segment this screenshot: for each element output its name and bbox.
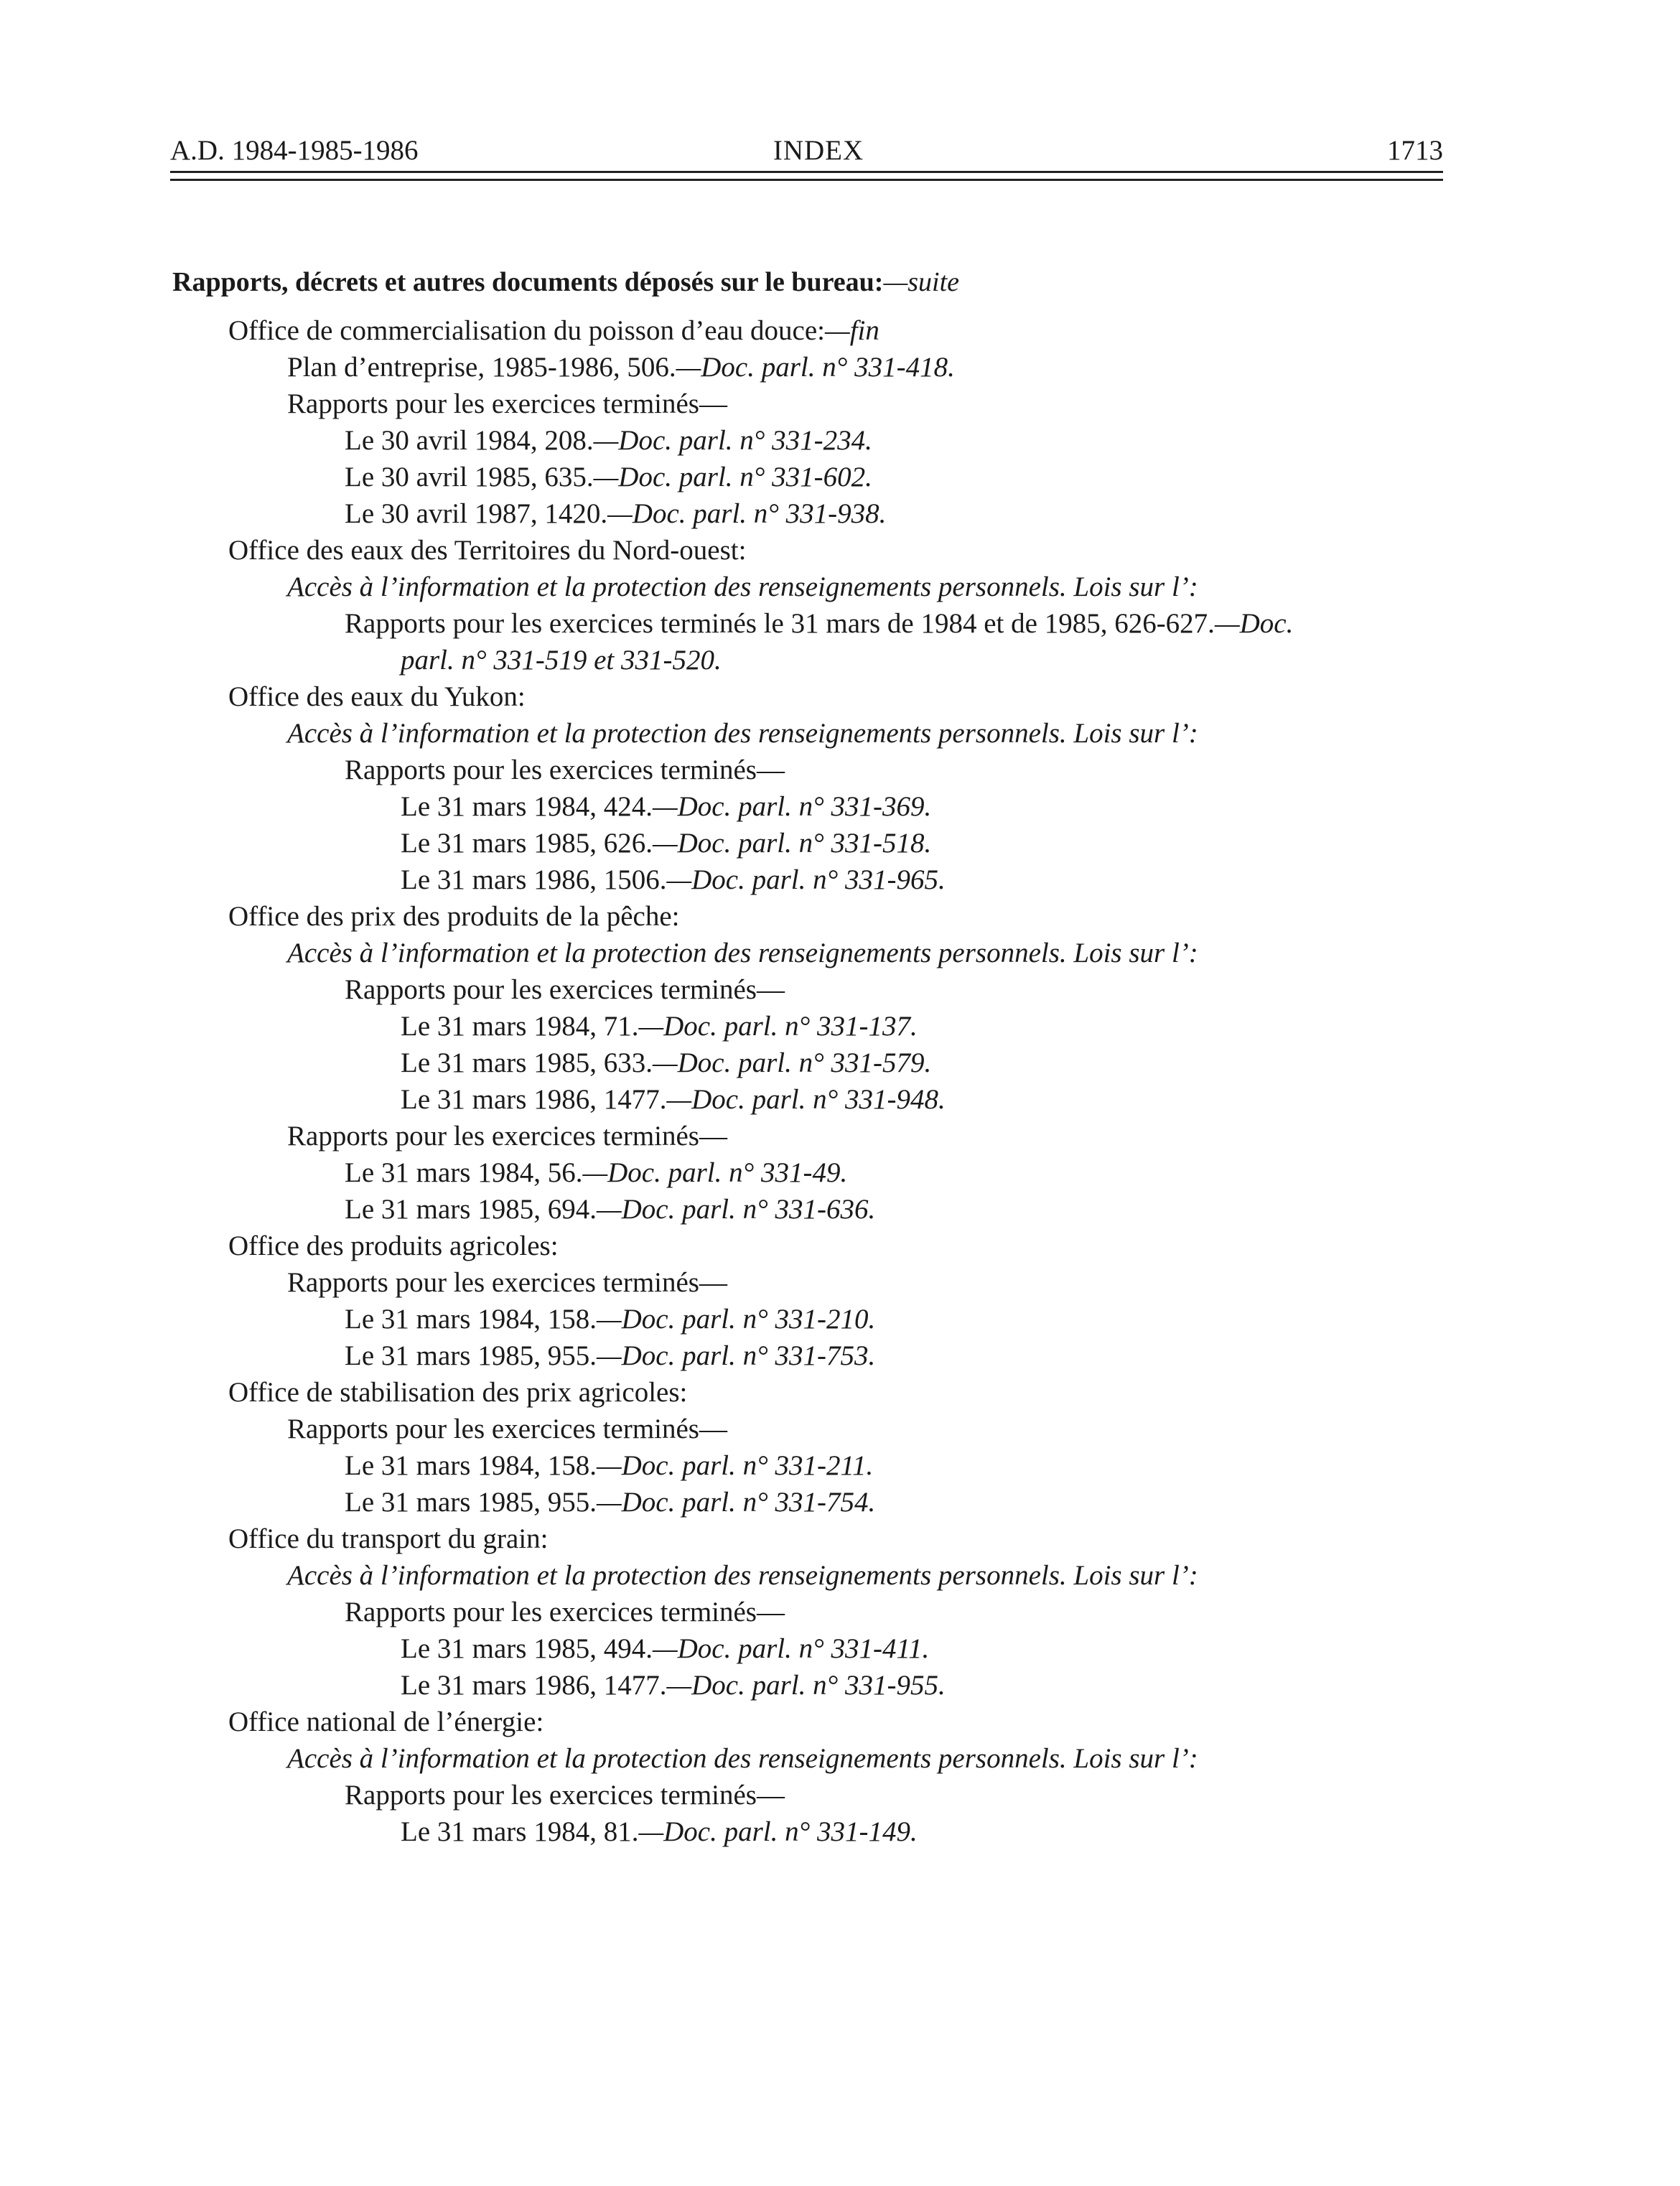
index-entry: Le 31 mars 1985, 494.—Doc. parl. n° 331-411.	[401, 1633, 930, 1664]
index-entry: Le 31 mars 1986, 1506.—Doc. parl. n° 331-965.	[401, 864, 946, 895]
index-entry: Le 31 mars 1985, 626.—Doc. parl. n° 331-518.	[401, 828, 932, 859]
index-entry: Le 30 avril 1985, 635.—Doc. parl. n° 331-602.	[345, 462, 872, 492]
index-entry: parl. n° 331-519 et 331-520.	[401, 645, 722, 676]
header-rule-top	[170, 171, 1443, 173]
index-entry: Le 31 mars 1984, 71.—Doc. parl. n° 331-137.	[401, 1011, 918, 1042]
index-entry: Rapports pour les exercices terminés—	[345, 1597, 785, 1627]
index-entry: Le 31 mars 1986, 1477.—Doc. parl. n° 331-955.	[401, 1670, 946, 1701]
index-entry: Le 31 mars 1985, 633.—Doc. parl. n° 331-579.	[401, 1047, 932, 1078]
page-number: 1713	[1387, 135, 1443, 166]
index-entry: Office national de l’énergie:	[228, 1706, 544, 1737]
index-entry: Le 31 mars 1984, 56.—Doc. parl. n° 331-49.	[345, 1157, 848, 1188]
index-entry: Office des eaux des Territoires du Nord-ouest:	[228, 535, 747, 566]
index-entry: Le 31 mars 1984, 158.—Doc. parl. n° 331-211.	[345, 1450, 874, 1481]
index-entry: Rapports pour les exercices terminés—	[287, 1414, 727, 1444]
index-entry: Le 30 avril 1987, 1420.—Doc. parl. n° 331-938.	[345, 498, 887, 529]
index-entry: Le 31 mars 1984, 158.—Doc. parl. n° 331-210.	[345, 1304, 876, 1335]
index-entry: Rapports pour les exercices terminés—	[287, 388, 727, 419]
index-entry: Office des produits agricoles:	[228, 1230, 559, 1261]
section-heading-text: Rapports, décrets et autres documents déposés sur le bureau:	[172, 267, 884, 297]
index-entry: Accès à l’information et la protection des renseignements personnels. Lois sur l’:	[287, 571, 1198, 602]
index-entry: Office de stabilisation des prix agricoles:	[228, 1377, 688, 1408]
index-entry: Office de commercialisation du poisson d’eau douce:—fin	[228, 315, 879, 346]
index-entry: Le 31 mars 1984, 81.—Doc. parl. n° 331-149.	[401, 1816, 918, 1847]
index-entry: Accès à l’information et la protection des renseignements personnels. Lois sur l’:	[287, 1560, 1198, 1591]
index-entry: Le 30 avril 1984, 208.—Doc. parl. n° 331-234.	[345, 425, 872, 456]
index-entry: Office des prix des produits de la pêche:	[228, 901, 680, 932]
section-heading-suffix: —suite	[883, 267, 960, 297]
index-entry: Le 31 mars 1985, 955.—Doc. parl. n° 331-753.	[345, 1340, 876, 1371]
index-entry: Rapports pour les exercices terminés—	[345, 1780, 785, 1811]
index-entry: Plan d’entreprise, 1985-1986, 506.—Doc. parl. n° 331-418.	[287, 352, 955, 383]
index-entry: Le 31 mars 1985, 694.—Doc. parl. n° 331-636.	[345, 1194, 876, 1225]
index-entry: Rapports pour les exercices terminés—	[345, 755, 785, 785]
index-entry: Rapports pour les exercices terminés—	[287, 1267, 727, 1298]
index-entry: Le 31 mars 1985, 955.—Doc. parl. n° 331-754.	[345, 1487, 876, 1518]
index-entry: Le 31 mars 1986, 1477.—Doc. parl. n° 331-948.	[401, 1084, 946, 1115]
header-rule-bottom	[170, 179, 1443, 181]
index-entry: Office du transport du grain:	[228, 1523, 549, 1554]
index-entry: Rapports pour les exercices terminés—	[287, 1121, 727, 1152]
running-header-title: INDEX	[773, 135, 864, 166]
index-entry: Office des eaux du Yukon:	[228, 681, 526, 712]
index-entry: Rapports pour les exercices terminés le 31 mars de 1984 et de 1985, 626-627.—Doc.	[345, 608, 1294, 639]
index-entry: Le 31 mars 1984, 424.—Doc. parl. n° 331-369.	[401, 791, 932, 822]
index-entry: Accès à l’information et la protection des renseignements personnels. Lois sur l’:	[287, 1743, 1198, 1774]
index-entry: Accès à l’information et la protection des renseignements personnels. Lois sur l’:	[287, 718, 1198, 749]
section-heading	[172, 264, 959, 300]
index-entry: Rapports pour les exercices terminés—	[345, 974, 785, 1005]
running-header-years: A.D. 1984-1985-1986	[170, 135, 419, 166]
index-entry: Accès à l’information et la protection des renseignements personnels. Lois sur l’:	[287, 938, 1198, 968]
